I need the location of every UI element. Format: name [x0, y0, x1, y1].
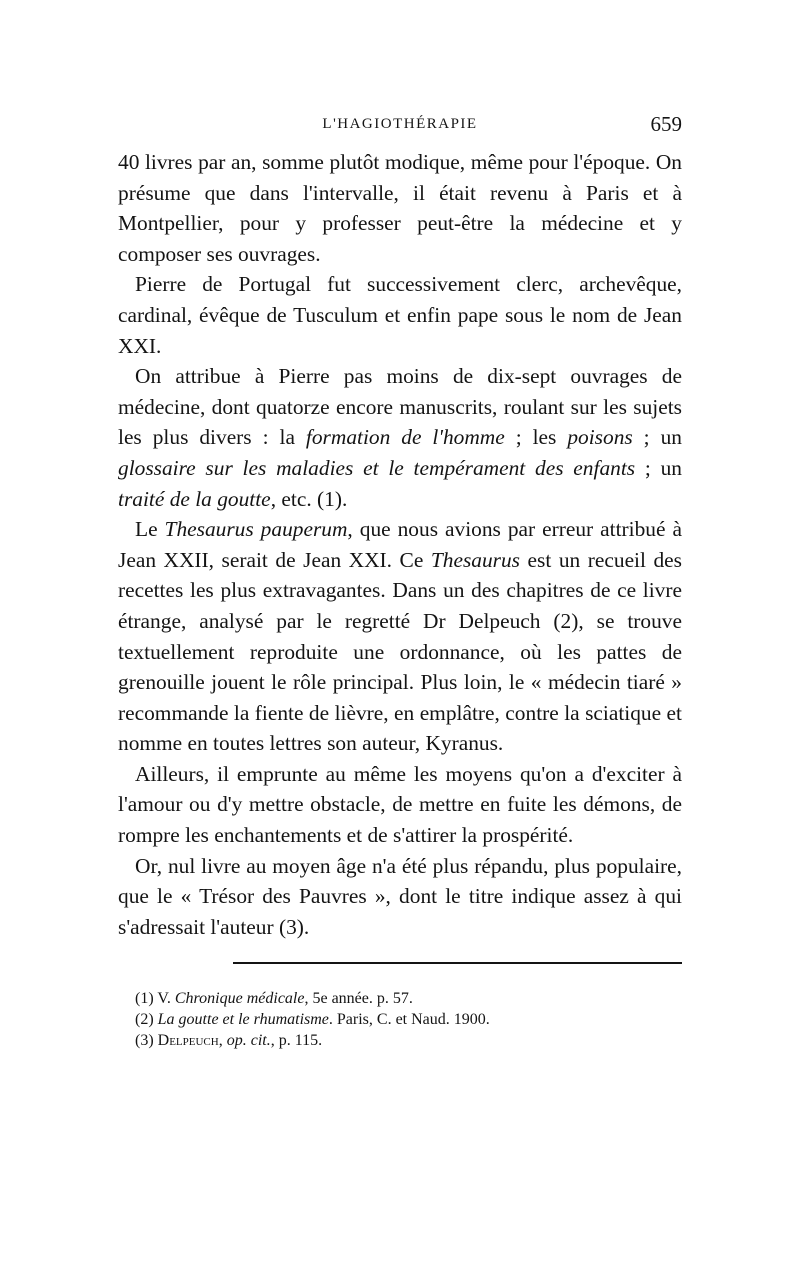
smallcaps-segment: Delpeuch — [157, 1032, 219, 1049]
footnote — [135, 1030, 682, 1051]
text-segment: . Paris, C. et Naud. 1900. — [328, 1011, 490, 1028]
text-segment: (2) — [135, 1011, 158, 1028]
text-segment: (1) V. — [135, 990, 175, 1007]
text-segment: , etc. (1). — [270, 486, 348, 511]
running-title: L'HAGIOTHÉRAPIE — [322, 116, 478, 132]
text-segment: , que nous avions par erreur attribué à Jean XXII, serait de Jean XXI. Ce — [118, 517, 682, 572]
text-segment: On attribue à Pierre pas moins de dix-sept ouvrages de médecine, dont quatorze encore manuscrits, roulant sur les sujets les plus divers : la — [118, 364, 682, 450]
page-number: 659 — [650, 112, 682, 136]
text-segment: 40 livres par an, somme plutôt modique, même pour l'époque. On présume que dans l'intervalle, il était revenu à Paris et à Montpellier, pour y professer peut-être la médecine et y composer ses ouvrages. — [118, 150, 682, 266]
italic-segment: formation de l'homme — [305, 425, 505, 450]
italic-segment: traité de la goutte — [118, 486, 271, 511]
footnote-rule — [233, 962, 682, 964]
footnote — [135, 1009, 682, 1030]
text-segment: , p. 115. — [270, 1032, 323, 1049]
footnote — [135, 988, 682, 1009]
italic-segment: Thesaurus pauperum — [164, 517, 348, 542]
text-segment: , — [218, 1032, 227, 1049]
body-text — [118, 147, 682, 942]
italic-segment: op. cit. — [226, 1032, 271, 1049]
italic-segment: glossaire sur les maladies et le tempérament des enfants — [118, 455, 636, 480]
text-segment: , 5e année. p. 57. — [304, 990, 413, 1007]
text-segment: Le — [135, 517, 165, 542]
paragraph — [118, 269, 682, 361]
footnotes — [135, 988, 682, 1051]
text-segment: ; les — [504, 425, 568, 450]
italic-segment: La goutte et le rhumatisme — [157, 1011, 329, 1028]
text-segment: (3) — [135, 1032, 158, 1049]
text-segment: ; un — [635, 455, 683, 480]
text-segment: est un recueil des recettes les plus extravagantes. Dans un des chapitres de ce livre étrange, analysé par le regretté Dr Delpeuch (2), se trouve textuellement reproduite une ordonnance, où les pattes de grenouille jouent le rôle principal. Plus loin, le « médecin tiaré » recommande la fiente de lièvre, en emplâtre, contre la sciatique et nomme en toutes lettres son auteur, Kyranus. — [118, 547, 682, 756]
paragraph — [118, 759, 682, 851]
paragraph — [118, 361, 682, 514]
paragraph — [118, 147, 682, 269]
text-segment: ; un — [632, 425, 682, 450]
italic-segment: Chronique médicale — [174, 990, 305, 1007]
text-segment: Pierre de Portugal fut successivement clerc, archevêque, cardinal, évêque de Tusculum et enfin pape sous le nom de Jean XXI. — [118, 272, 682, 358]
italic-segment: Thesaurus — [430, 547, 521, 572]
text-segment: Or, nul livre au moyen âge n'a été plus répandu, plus populaire, que le « Trésor des Pauvres », dont le titre indique assez à qui s'adressait l'auteur (3). — [118, 853, 682, 939]
text-segment: Ailleurs, il emprunte au même les moyens qu'on a d'exciter à l'amour ou d'y mettre obstacle, de mettre en fuite les démons, de rompre les enchantements et de s'attirer la prospérité. — [118, 761, 682, 848]
italic-segment: poisons — [567, 425, 633, 450]
paragraph — [118, 514, 682, 759]
paragraph — [118, 851, 682, 943]
page-header — [118, 112, 682, 138]
